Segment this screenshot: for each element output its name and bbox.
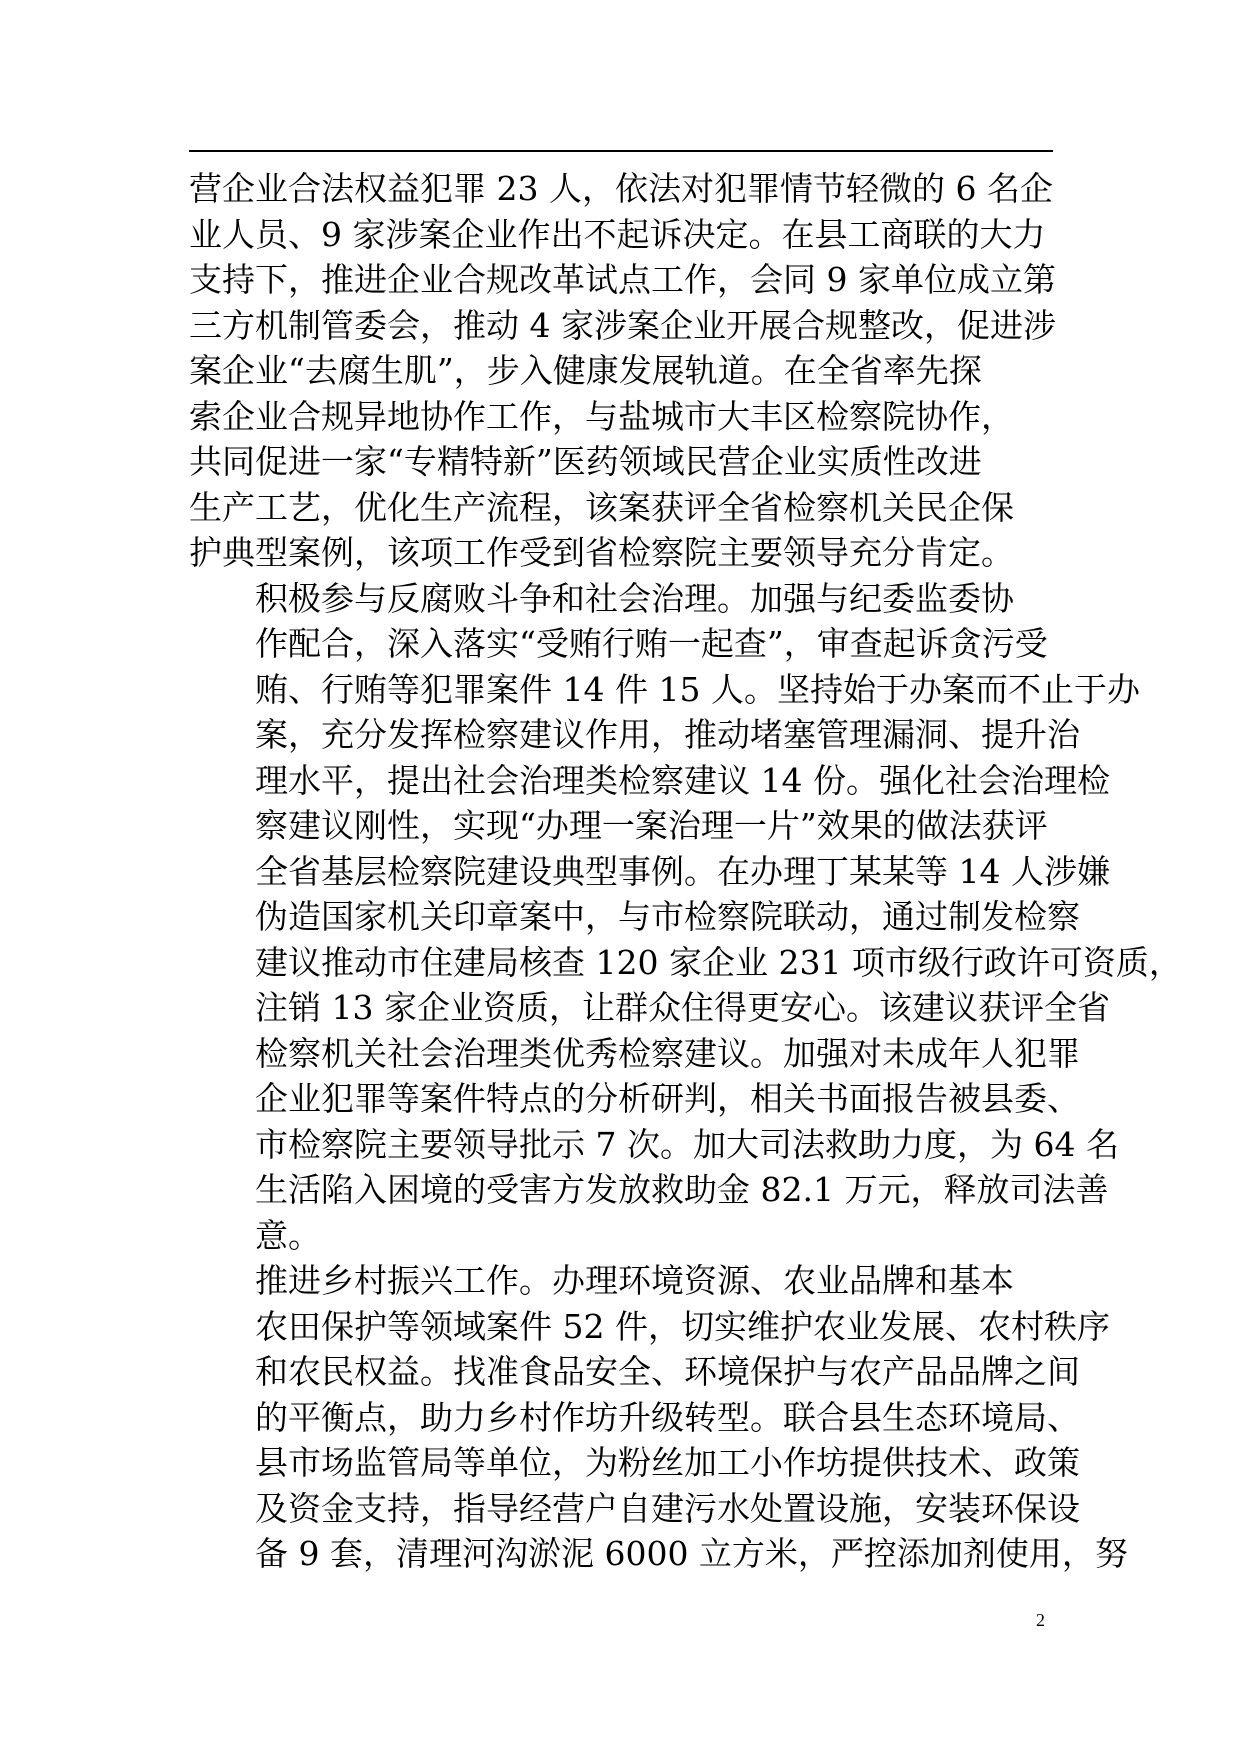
text-line: 备 9 套，清理河沟淤泥 6000 立方米，严控添加剂使用，努 (255, 1534, 1128, 1573)
text-line: 作配合，深入落实“受贿行贿一起查”，审查起诉贪污受 (255, 624, 1048, 663)
text-line: 三方机制管委会，推动 4 家涉案企业开展合规整改，促进涉 (189, 305, 1056, 345)
text-line: 县市场监管局等单位，为粉丝加工小作坊提供技术、政策 (255, 1443, 1080, 1482)
text-line: 伪造国家机关印章案中，与市检察院联动，通过制发检察 (255, 897, 1080, 936)
text-line: 业人员、9 家涉案企业作出不起诉决定。在县工商联的大力 (189, 214, 1046, 254)
text-line: 理水平，提出社会治理类检察建议 14 份。强化社会治理检 (255, 760, 1110, 800)
body-text (189, 166, 1182, 1577)
text-line: 营企业合法权益犯罪 23 人，依法对犯罪情节轻微的 6 名企 (189, 169, 1053, 208)
text-line: 生产工艺，优化生产流程，该案获评全省检察机关民企保 (189, 487, 1014, 527)
text-line: 积极参与反腐败斗争和社会治理。加强与纪委监委协 (255, 578, 1014, 618)
text-line: 生活陷入困境的受害方发放救助金 82.1 万元，释放司法善 (255, 1170, 1109, 1209)
text-line: 护典型案例，该项工作受到省检察院主要领导充分肯定。 (189, 533, 1014, 572)
text-line: 察建议刚性，实现“办理一案治理一片”效果的做法获评 (255, 806, 1048, 845)
text-line: 和农民权益。找准食品安全、环境保护与农产品品牌之间 (255, 1352, 1080, 1391)
text-line: 的平衡点，助力乡村作坊升级转型。联合县生态环境局、 (255, 1397, 1080, 1437)
paragraph-anti-corruption (189, 576, 1182, 1259)
paragraph-enterprise-compliance (189, 166, 1056, 576)
page-number: 2 (1036, 1610, 1045, 1630)
text-line: 索企业合规异地协作工作，与盐城市大丰区检察院协作， (189, 396, 1014, 436)
text-line: 意。 (255, 1215, 321, 1255)
text-line: 注销 13 家企业资质，让群众住得更安心。该建议获评全省 (255, 988, 1110, 1027)
text-line: 案，充分发挥检察建议作用，推动堵塞管理漏洞、提升治 (255, 715, 1080, 754)
header-rule (189, 150, 1053, 152)
text-line: 建议推动市住建局核查 120 家企业 231 项市级行政许可资质， (255, 942, 1182, 982)
text-line: 企业犯罪等案件特点的分析研判，相关书面报告被县委、 (255, 1079, 1080, 1118)
text-line: 共同促进一家“专精特新”医药领域民营企业实质性改进 (189, 442, 982, 481)
text-line: 检察机关社会治理类优秀检察建议。加强对未成年人犯罪 (255, 1033, 1080, 1073)
text-line: 农田保护等领域案件 52 件，切实维护农业发展、农村秩序 (255, 1306, 1110, 1346)
paragraph-rural-revitalization (189, 1258, 1128, 1577)
text-line: 案企业“去腐生肌”，步入健康发展轨道。在全省率先探 (189, 351, 982, 390)
text-line: 市检察院主要领导批示 7 次。加大司法救助力度，为 64 名 (255, 1124, 1119, 1164)
text-line: 支持下，推进企业合规改革试点工作，会同 9 家单位成立第 (189, 260, 1056, 299)
text-line: 及资金支持，指导经营户自建污水处置设施，安装环保设 (255, 1488, 1080, 1528)
text-line: 贿、行贿等犯罪案件 14 件 15 人。坚持始于办案而不止于办 (255, 669, 1140, 709)
text-line: 全省基层检察院建设典型事例。在办理丁某某等 14 人涉嫌 (255, 851, 1110, 891)
text-line: 推进乡村振兴工作。办理环境资源、农业品牌和基本 (255, 1261, 1014, 1300)
